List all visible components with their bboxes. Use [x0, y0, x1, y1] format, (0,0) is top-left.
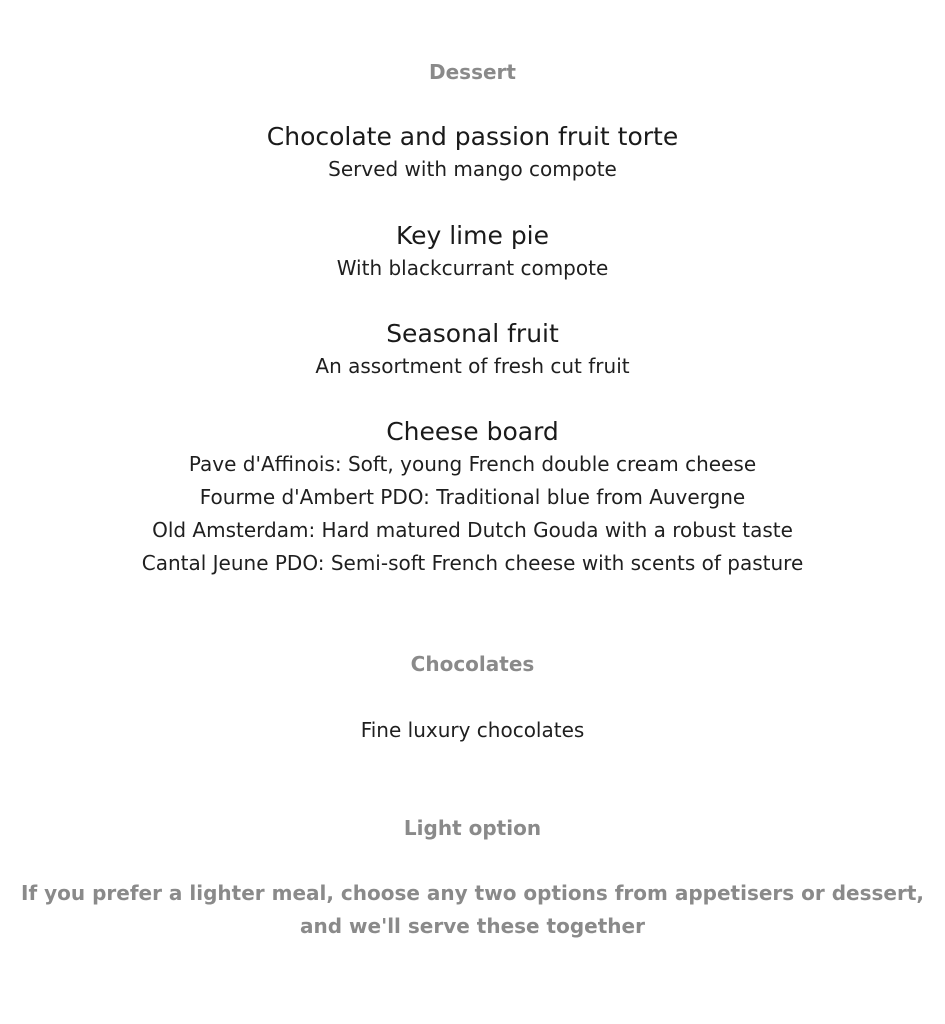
light-option-note-line: and we'll serve these together: [300, 914, 645, 938]
light-option-heading: Light option: [403, 816, 542, 840]
cheese-description-amsterdam: Old Amsterdam: Hard matured Dutch Gouda with a robust taste: [152, 518, 793, 542]
menu-item-description: An assortment of fresh cut fruit: [315, 354, 630, 378]
menu-item-name: Cheese board: [386, 417, 559, 446]
menu-item-description: With blackcurrant compote: [336, 256, 609, 280]
menu-item-key-lime-pie: [0, 220, 945, 285]
chocolates-description: Fine luxury chocolates: [360, 718, 585, 742]
menu-item-chocolate-torte: [0, 121, 945, 186]
menu-item-name: Seasonal fruit: [386, 319, 559, 348]
light-option-note-line: If you prefer a lighter meal, choose any two options from appetisers or dessert,: [21, 881, 924, 905]
dessert-heading: Dessert: [429, 60, 516, 84]
menu-item-cheese-board: [0, 416, 945, 580]
light-option-note: [0, 877, 945, 943]
cheese-description-fourme: Fourme d'Ambert PDO: Traditional blue from Auvergne: [199, 485, 746, 509]
menu-item-seasonal-fruit: [0, 318, 945, 383]
menu-item-name: Key lime pie: [395, 221, 550, 250]
menu-item-description: Served with mango compote: [328, 157, 617, 181]
cheese-description-affinois: Pave d'Affinois: Soft, young French double cream cheese: [188, 452, 757, 476]
cheese-description-cantal: Cantal Jeune PDO: Semi-soft French cheese with scents of pasture: [141, 551, 804, 575]
chocolates-heading: Chocolates: [410, 652, 535, 676]
menu-item-name: Chocolate and passion fruit torte: [266, 122, 679, 151]
